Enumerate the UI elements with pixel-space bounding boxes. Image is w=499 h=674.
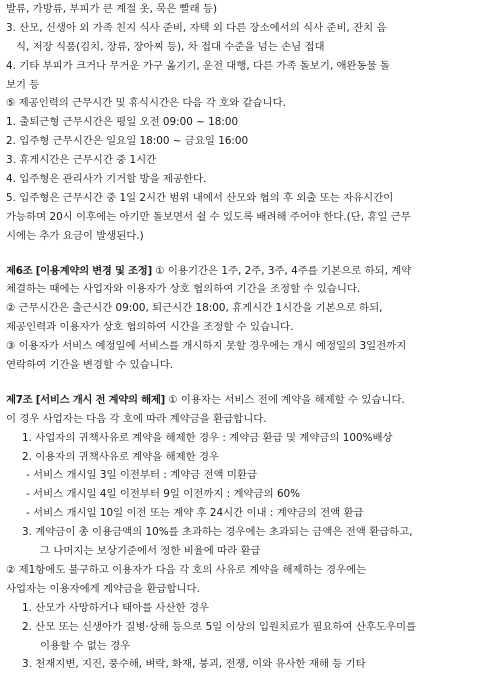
text-line: 그 나머지는 보상기준에서 정한 비율에 따라 환급 — [40, 545, 261, 558]
text-line: 5. 입주형은 근무시간 중 1일 2시간 범위 내에서 산모와 협의 후 외출 또는 자유시간이 — [6, 191, 394, 204]
text-line: ③ 이용자가 서비스 예정일에 서비스를 개시하지 못할 경우에는 개시 예정일의 3일전까지 — [6, 340, 407, 353]
text-line: 발류, 가방류, 부피가 큰 계절 옷, 묵은 빨래 등) — [6, 3, 218, 15]
text-line: 시에는 추가 요금이 발생된다.) — [6, 229, 144, 242]
text-line: 3. 천재지변, 지진, 풍수해, 벼락, 화재, 붕괴, 전쟁, 이와 유사한 재해 등 기타 — [22, 658, 366, 671]
text-line: 2. 입주형 근무시간은 일요일 18:00 ~ 금요일 16:00 — [6, 135, 249, 148]
text-line: 사업자는 이용자에게 계약금을 환급합니다. — [6, 582, 200, 595]
text-line: ② 근무시간은 출근시간 09:00, 퇴근시간 18:00, 휴게시간 1시간을 기본으로 하되, — [6, 302, 383, 315]
text-line: 제공인력과 이용자가 상호 협의하여 시간을 조정할 수 있습니다. — [6, 321, 294, 334]
text-line: 4. 기타 부피가 크거나 무거운 가구 옮기기, 운전 대행, 다른 가족 돌보기, 애완동물 돌 — [6, 59, 390, 72]
text-line: 3. 산모, 신생아 외 가족 친지 식사 준비, 자택 외 다른 장소에서의 식사 준비, 잔치 음 — [6, 21, 387, 34]
text-line: 체결하는 때에는 사업자와 이용자가 상호 협의하여 기간을 조정할 수 있습니다. — [6, 283, 361, 296]
text-line: 3. 휴게시간은 근무시간 중 1시간 — [6, 154, 157, 167]
text-line: 1. 사업자의 귀책사유로 계약을 해제한 경우 : 계약금 환급 및 계약금의 100%배상 — [22, 431, 393, 444]
text-line: 4. 입주형은 관리사가 기거할 방을 제공한다. — [6, 173, 207, 186]
text-line: - 서비스 개시일 10일 이전 또는 계약 후 24시간 이내 : 계약금의 전액 환급 — [26, 507, 364, 520]
text-line: 2. 산모 또는 신생아가 질병·상해 등으로 5일 이상의 입원치료가 필요하여 산후도우미를 — [22, 620, 417, 633]
article-7-first-line — [6, 391, 495, 410]
article-7-text: ① 이용자는 서비스 전에 계약을 해제할 수 있습니다. — [165, 393, 405, 406]
article-7-title: 제7조 [서비스 개시 전 계약의 해제] — [6, 393, 165, 406]
article-6-title: 제6조 [이용계약의 변경 및 조정] — [6, 264, 152, 277]
article-6-text: ① 이용기간은 1주, 2주, 3주, 4주를 기본으로 하되, 계약 — [151, 264, 412, 277]
article-6-first-line — [6, 262, 495, 281]
text-line: 가능하며 20시 이후에는 아기만 돌보면서 쉴 수 있도록 배려해 주어야 한다.(단, 휴일 근무 — [6, 210, 411, 223]
section-gap — [6, 246, 495, 262]
text-line: 2. 이용자의 귀책사유로 계약을 해제한 경우 — [22, 450, 220, 463]
text-line: 이용할 수 없는 경우 — [40, 639, 131, 652]
text-line: 보기 등 — [6, 78, 40, 91]
text-line: 연락하여 기간을 변경할 수 있습니다. — [6, 359, 174, 372]
text-line: ⑤ 제공인력의 근무시간 및 휴식시간은 다음 각 호와 같습니다. — [6, 97, 286, 110]
section-gap — [6, 375, 495, 391]
text-line: - 서비스 개시일 4일 이전부터 9일 이전까지 : 계약금의 60% — [26, 488, 301, 501]
text-line: 1. 산모가 사망하거나 태아를 사산한 경우 — [22, 601, 210, 614]
text-line: 3. 계약금이 총 이용금액의 10%를 초과하는 경우에는 초과되는 금액은 전액 환급하고, — [22, 526, 413, 539]
text-line: 1. 출퇴근형 근무시간은 평일 오전 09:00 ~ 18:00 — [6, 116, 239, 129]
text-line: ② 제1항에도 불구하고 이용자가 다음 각 호의 사유로 계약을 해제하는 경우에는 — [6, 563, 367, 576]
text-line: 식, 저장 식품(김치, 장류, 장아찌 등), 차 접대 수준을 넘는 손님 접대 — [16, 40, 325, 53]
text-line: - 서비스 개시일 3일 이전부터 : 계약금 전액 미환급 — [26, 469, 257, 482]
text-line: 이 경우 사업자는 다음 각 호에 따라 계약금을 환급합니다. — [6, 412, 267, 425]
